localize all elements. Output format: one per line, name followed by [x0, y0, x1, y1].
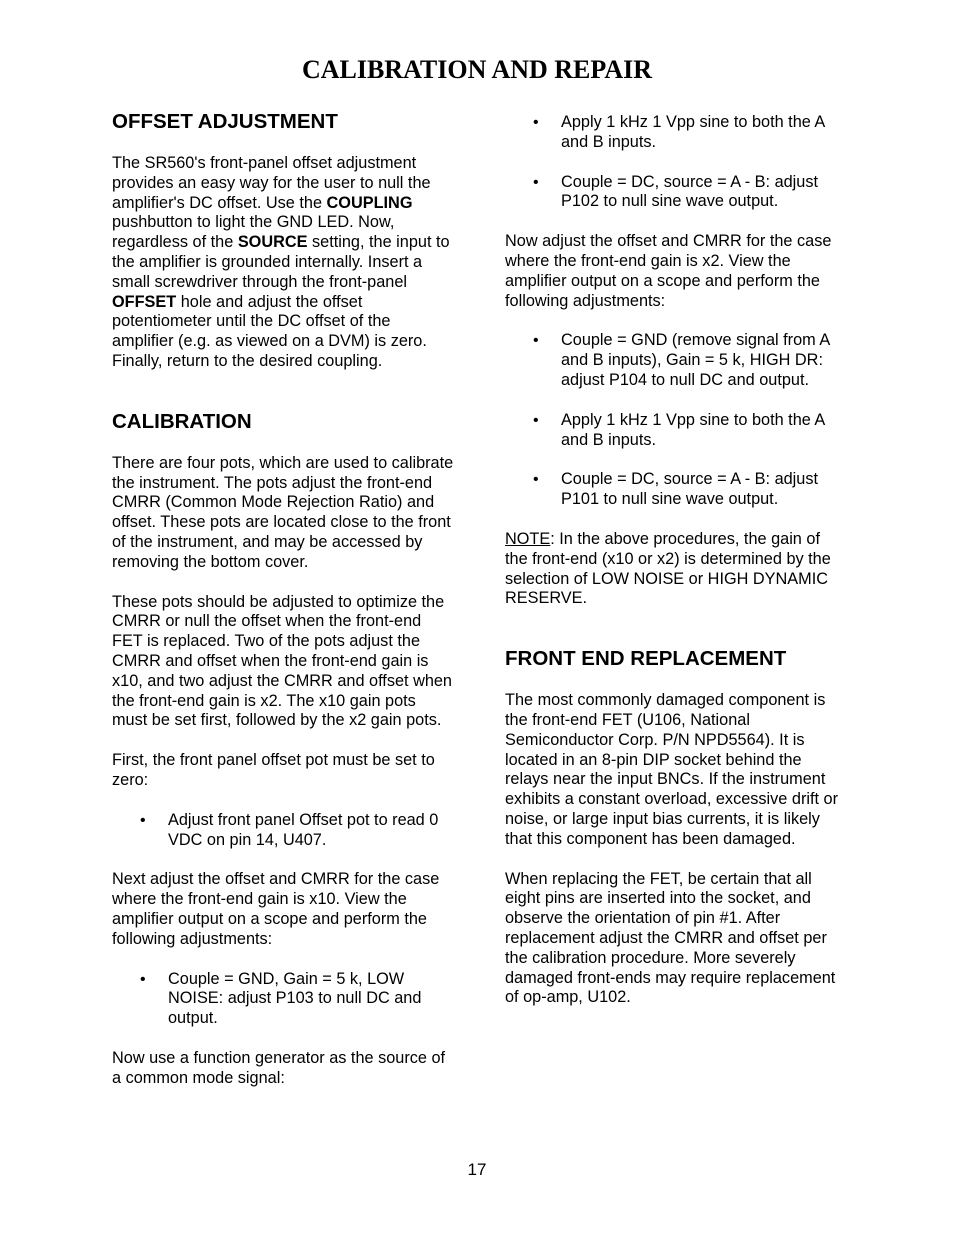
list-item: • Apply 1 kHz 1 Vpp sine to both the A and B inputs.: [505, 411, 847, 451]
x10-cmrr-list: [505, 113, 847, 212]
left-column: [112, 110, 454, 1088]
list-item: • Couple = DC, source = A - B: adjust P101 to null sine wave output.: [505, 470, 847, 510]
front-end-paragraph-replace: When replacing the FET, be certain that all eight pins are inserted into the socket, and observe the orientation of pin #1. After replacement adjust the CMRR and offset per the calibration procedure. More severely damaged front-ends may require replacement of op-amp, U102.: [505, 869, 836, 1007]
list-item: • Adjust front panel Offset pot to read 0 VDC on pin 14, U407.: [112, 811, 454, 851]
calibration-paragraph-x10: Next adjust the offset and CMRR for the case where the front-end gain is x10. View the amplifier output on a scope and perform the following adjustments:: [112, 870, 440, 948]
list-item: • Couple = DC, source = A - B: adjust P102 to null sine wave output.: [505, 173, 847, 213]
right-column: [505, 113, 847, 1008]
calibration-paragraph-generator: Now use a function generator as the source of a common mode signal:: [112, 1048, 446, 1087]
list-item: • Apply 1 kHz 1 Vpp sine to both the A and B inputs.: [505, 113, 847, 153]
calibration-paragraph-pots: There are four pots, which are used to calibrate the instrument. The pots adjust the front-end CMRR (Common Mode Rejection Ratio) and offset. These pots are located close to the front of the instrument, and may be accessed by removing the bottom cover.: [112, 453, 454, 571]
front-end-paragraph-fet: The most commonly damaged component is the front-end FET (U106, National Semiconductor Corp. P/N NPD5564). It is located in an 8-pin DIP socket behind the relays near the input BNCs. If the instrument exhibits a constant overload, excessive drift or noise, or large input bias currents, it is likely that this component has been damaged.: [505, 691, 839, 848]
list-item: • Couple = GND, Gain = 5 k, LOW NOISE: adjust P103 to null DC and output.: [112, 970, 454, 1029]
note-label: NOTE: [505, 529, 551, 548]
calibration-paragraph-adjust: These pots should be adjusted to optimize the CMRR or null the offset when the front-end FET is replaced. Two of the pots adjust the CMRR and offset when the front-end gain is x10, and two adjust the CMRR and offset when the front-end gain is x2. The x10 gain pots must be set first, followed by the x2 gain pots.: [112, 592, 452, 730]
page-number: 17: [467, 1160, 487, 1179]
offset-keyword: OFFSET: [112, 292, 177, 311]
offset-adjustment-heading: OFFSET ADJUSTMENT: [112, 110, 338, 133]
front-end-replacement-heading: FRONT END REPLACEMENT: [505, 647, 787, 671]
x10-gnd-list: [112, 970, 454, 1029]
calibration-paragraph-zero: First, the front panel offset pot must be set to zero:: [112, 751, 435, 789]
x2-list: [505, 331, 847, 510]
zero-offset-list: [112, 811, 454, 851]
calibration-heading: CALIBRATION: [112, 409, 252, 433]
page-title: CALIBRATION AND REPAIR: [301, 55, 653, 84]
coupling-keyword: COUPLING: [326, 193, 413, 212]
note-paragraph: NOTE: In the above procedures, the gain of the front-end (x10 or x2) is determined by the selection of LOW NOISE or HIGH DYNAMIC RESERVE.: [505, 529, 831, 608]
list-item: • Couple = GND (remove signal from A and B inputs), Gain = 5 k, HIGH DR: adjust P104 to null DC and output.: [505, 331, 847, 390]
source-keyword: SOURCE: [237, 233, 308, 252]
offset-adjustment-paragraph: The SR560's front-panel offset adjustment provides an easy way for the user to null the amplifier's DC offset. Use the COUPLING pushbutton to light the GND LED. Now, regardless of the SOURCE setting, the input to the amplifier is grounded internally. Insert a small screwdriver through the front-panel OFFSET hole and adjust the offset potentiometer until the DC offset of the amplifier (e.g. as viewed on a DVM) is zero. Finally, return to the desired coupling.: [112, 154, 450, 370]
calibration-paragraph-x2: Now adjust the offset and CMRR for the case where the front-end gain is x2. View the amplifier output on a scope and perform the following adjustments:: [505, 232, 832, 310]
